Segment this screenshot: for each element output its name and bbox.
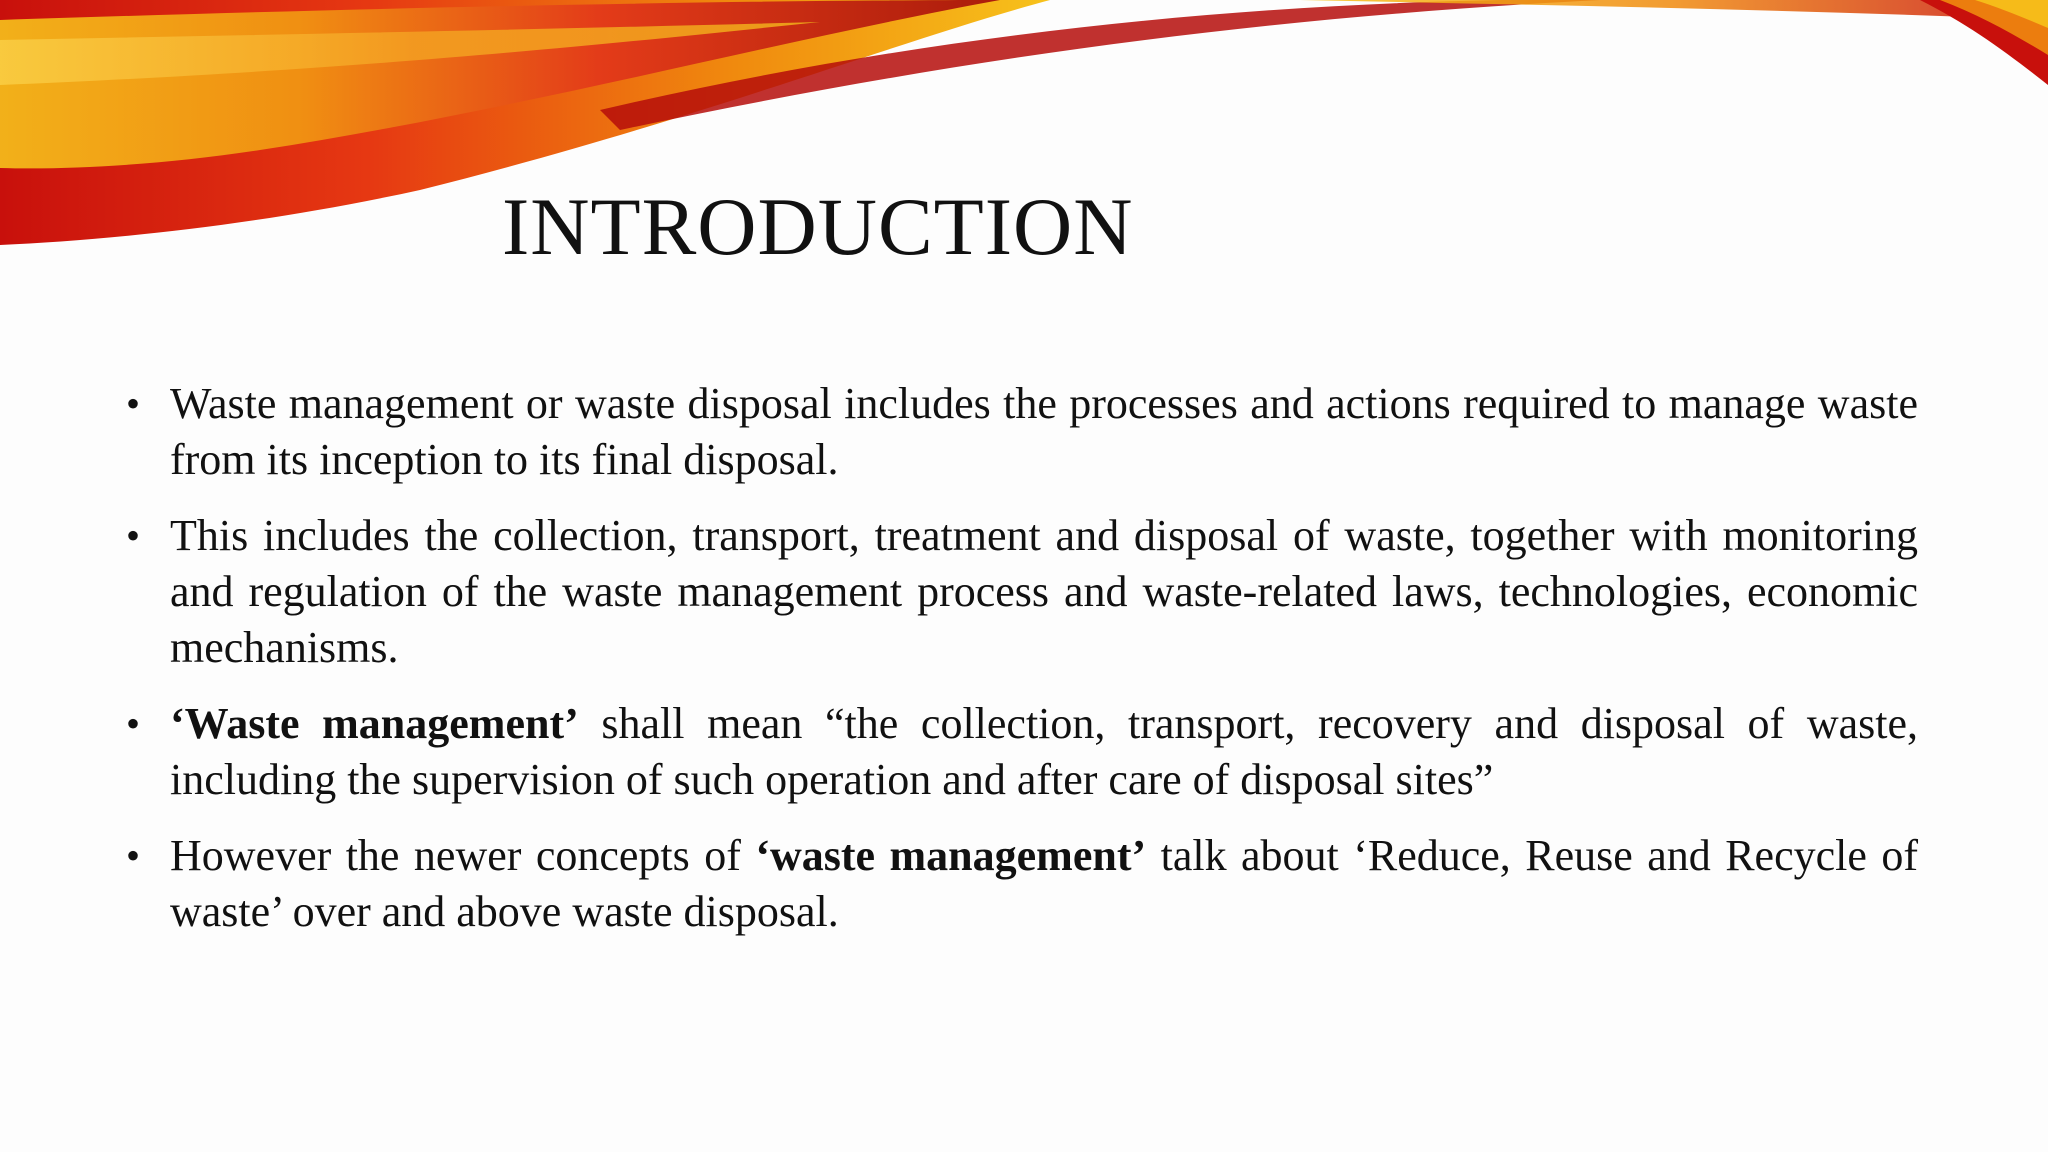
bullet-run: Waste management or waste disposal includes the processes and actions required to manage waste from its inception to its final disposal. [170,379,1918,484]
bold-term: ‘waste management’ [755,831,1147,880]
bullet-item [126,828,1918,940]
bullet-run: This includes the collection, transport, treatment and disposal of waste, together with monitoring and regulation of the waste management process and waste-related laws, technologies, economic mechanisms. [170,511,1918,672]
bullet-icon: • [126,381,141,426]
bullet-item [126,508,1918,676]
bold-term: ‘Waste management’ [170,699,579,748]
bullet-run: talk about ‘Reduce, Reuse and Recycle of waste’ over and above waste disposal. [170,831,1918,936]
bullet-icon: • [126,701,141,746]
bullet-text [170,511,1918,672]
bullet-text [170,379,1918,484]
slide-title: INTRODUCTION [502,181,1134,272]
bullet-icon: • [126,833,141,878]
bullet-run: However the newer concepts of [170,831,756,880]
bullet-text [170,831,1918,936]
bullet-icon: • [126,513,141,558]
bullet-item [126,696,1918,808]
bullet-text [170,699,1918,804]
bullet-item [126,376,1918,488]
bullet-run: shall mean “the collection, transport, recovery and disposal of waste, including the supervision of such operation and after care of disposal sites” [170,699,1918,804]
bullet-list [126,376,1918,960]
